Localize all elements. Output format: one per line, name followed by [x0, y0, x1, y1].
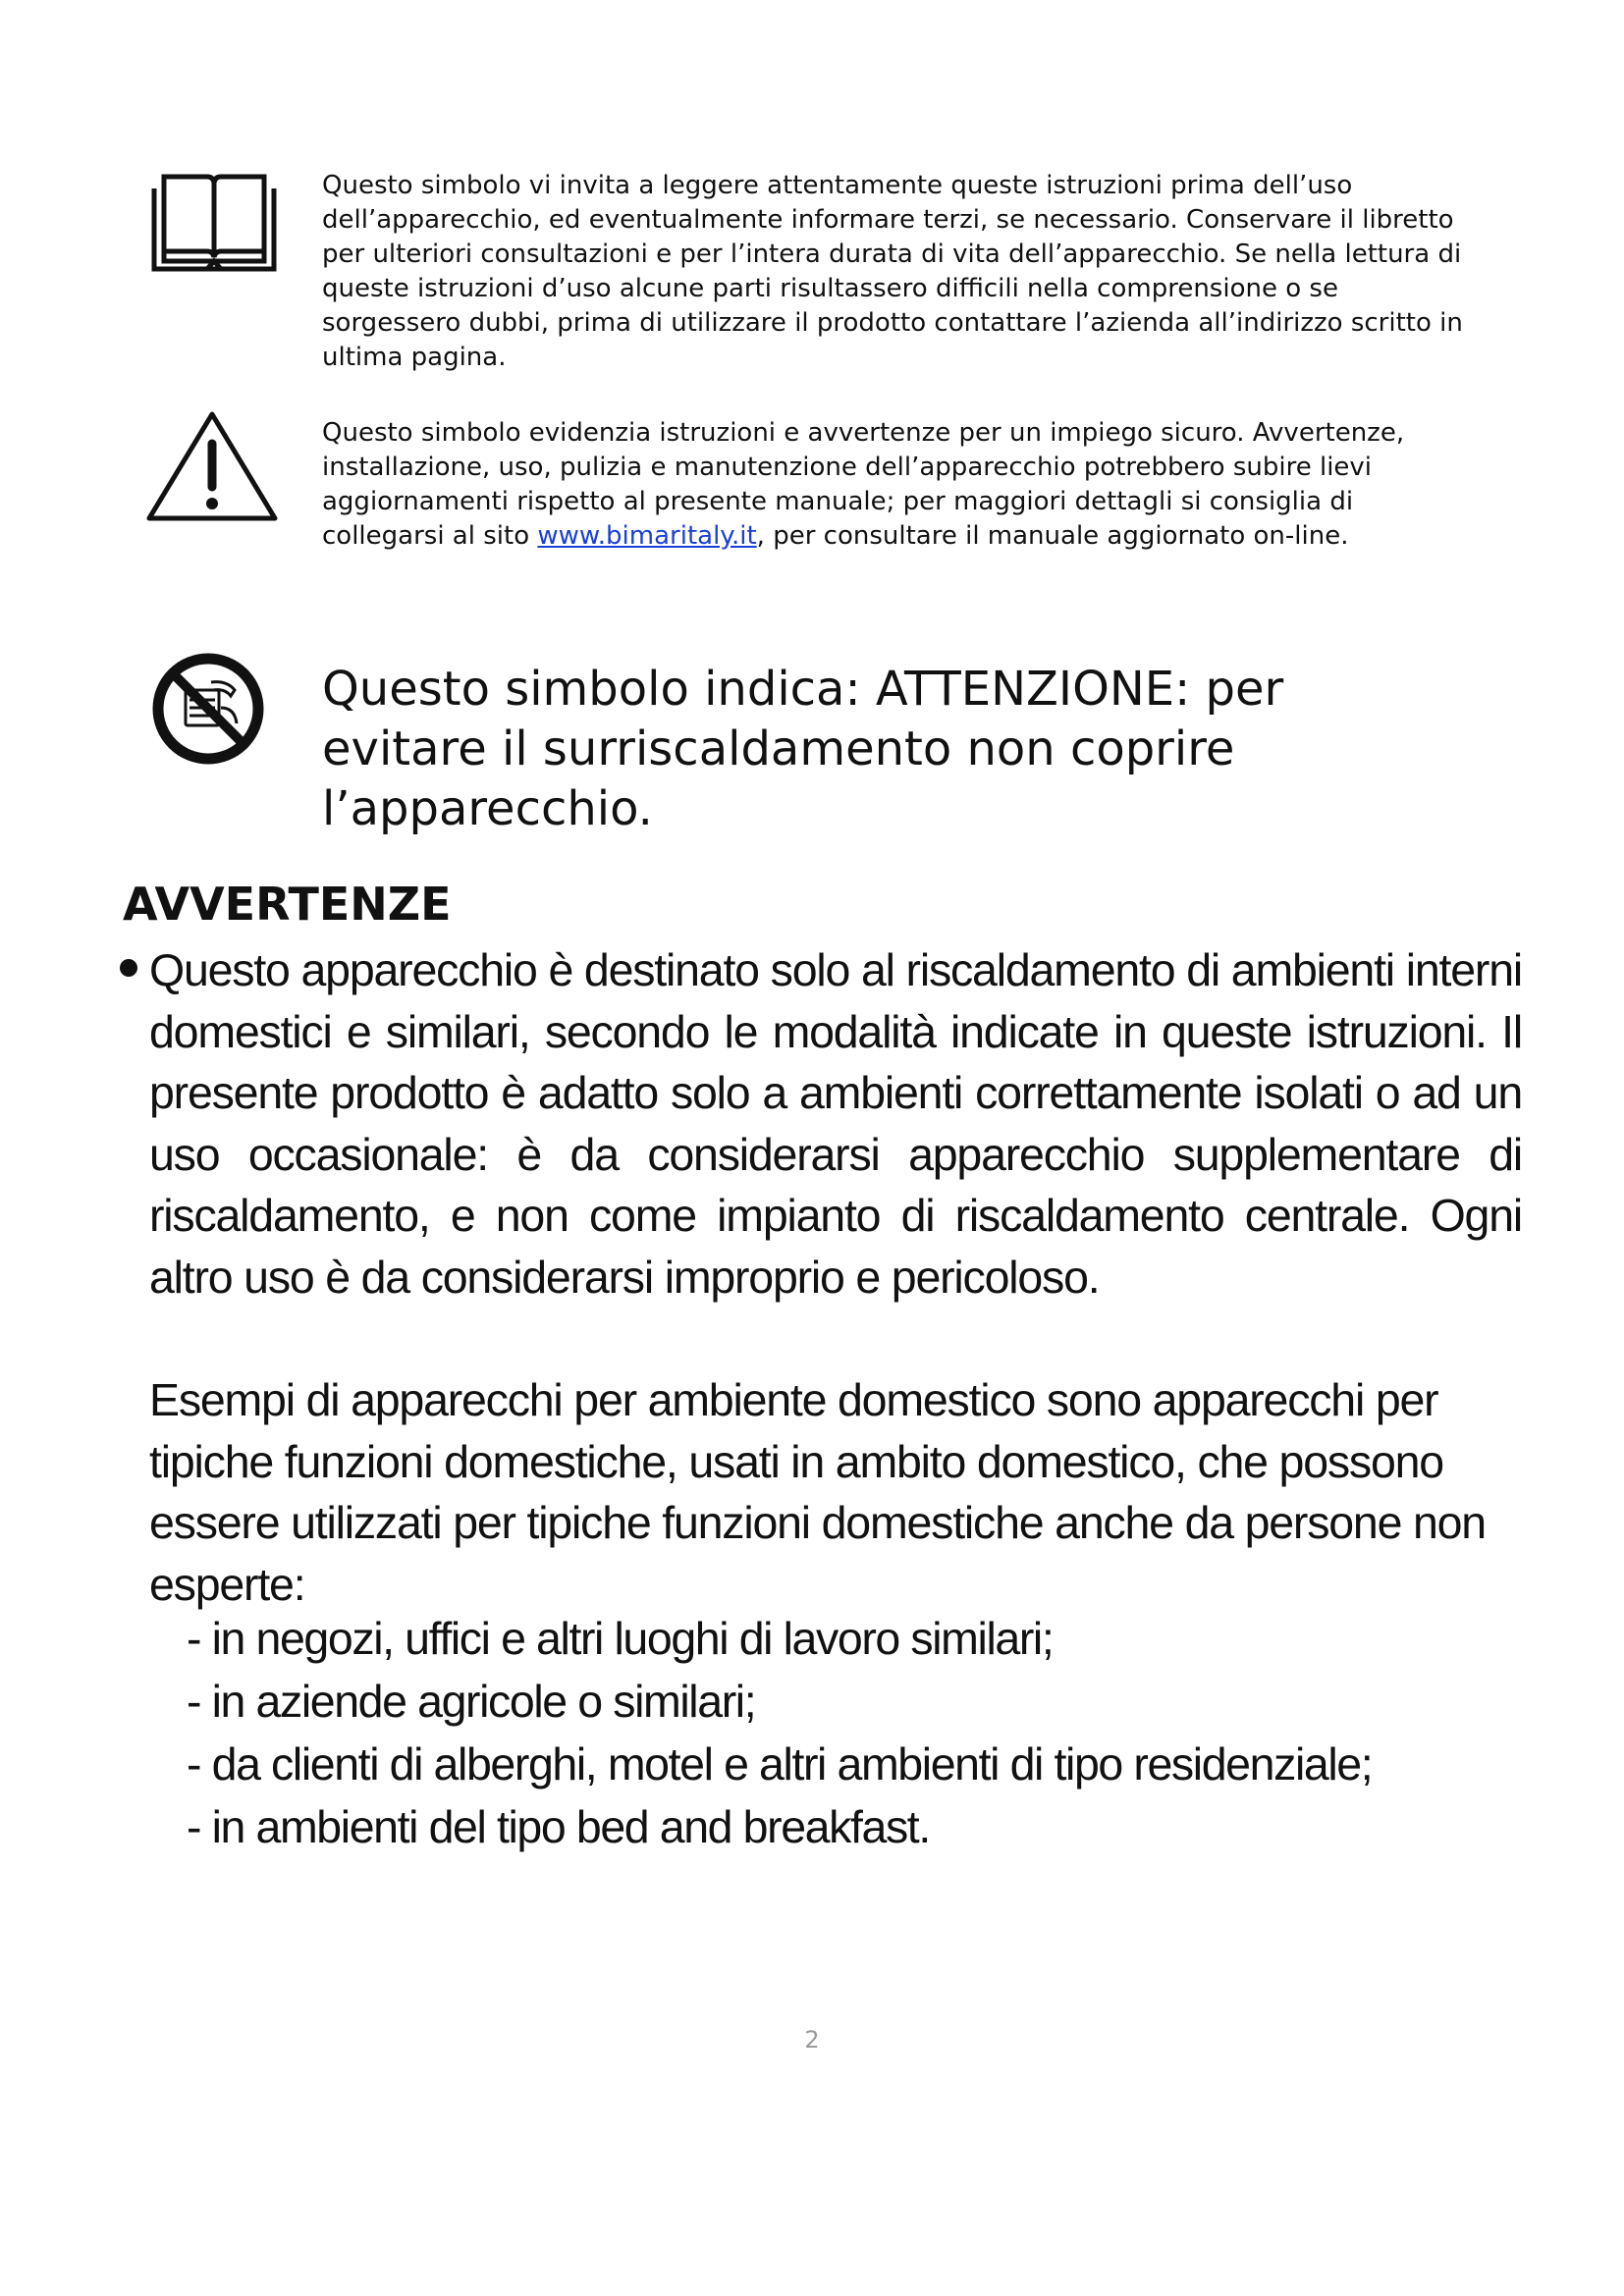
open-book-icon — [150, 167, 278, 275]
section-title: AVVERTENZE — [123, 878, 452, 931]
warning-symbol-text: Questo simbolo evidenzia istruzioni e avvertenze per un impiego sicuro. Avvertenze, installazione, uso, pulizia e manutenzione dell’apparecchio potrebbero subire lievi aggiornamenti rispetto al presente manuale; per maggiori dettagli si consiglia di collegarsi al sito www.bimaritaly.it, per consultare il manuale aggiornato on-line. — [322, 418, 1405, 551]
examples-intro-paragraph: Esempi di apparecchi per ambiente domestico sono apparecchi per tipiche funzioni domestiche, usati in ambito domestico, che possono essere utilizzati per tipiche funzioni domestiche anche da persone non esperte: — [149, 1374, 1486, 1610]
page-number: 2 — [804, 2026, 820, 2054]
warning-triangle-icon — [143, 408, 281, 524]
do-not-cover-icon — [150, 651, 266, 767]
list-item: - in aziende agricole o similari; — [187, 1676, 756, 1727]
list-item: - da clienti di alberghi, motel e altri ambienti di tipo residenziale; — [187, 1738, 1373, 1789]
list-item: - in ambienti del tipo bed and breakfast. — [187, 1801, 930, 1852]
list-item: - in negozi, uffici e altri luoghi di lavoro similari; — [187, 1613, 1054, 1664]
examples-list — [187, 1607, 1512, 1858]
manual-symbol-text: Questo simbolo vi invita a leggere attentamente queste istruzioni prima dell’uso dell’apparecchio, ed eventualmente informare terzi, se necessario. Conservare il libretto per ulteriori consultazioni e per l’intera durata di vita dell’apparecchio. Se nella lettura di queste istruzioni d’uso alcune parti risultassero difficili nella comprensione o se sorgessero dubbi, prima di utilizzare il prodotto contattare l’azienda all’indirizzo scritto in ultima pagina. — [322, 171, 1463, 372]
no-cover-notice: Questo simbolo indica: ATTENZIONE: per evitare il surriscaldamento non coprire l’apparecchio. — [322, 662, 1284, 836]
usage-paragraph: Questo apparecchio è destinato solo al riscaldamento di ambienti interni domestici e similari, secondo le modalità indicate in queste istruzioni. Il presente prodotto è adatto solo a ambienti correttamente isolati o ad un uso occasionale: è da considerarsi apparecchio supplementare di riscaldamento, e non come impianto di riscaldamento centrale. Ogni altro uso è da considerarsi improprio e pericoloso. — [149, 944, 1522, 1303]
website-link[interactable]: www.bimaritaly.it — [537, 521, 757, 551]
bullet-dot — [120, 959, 137, 977]
